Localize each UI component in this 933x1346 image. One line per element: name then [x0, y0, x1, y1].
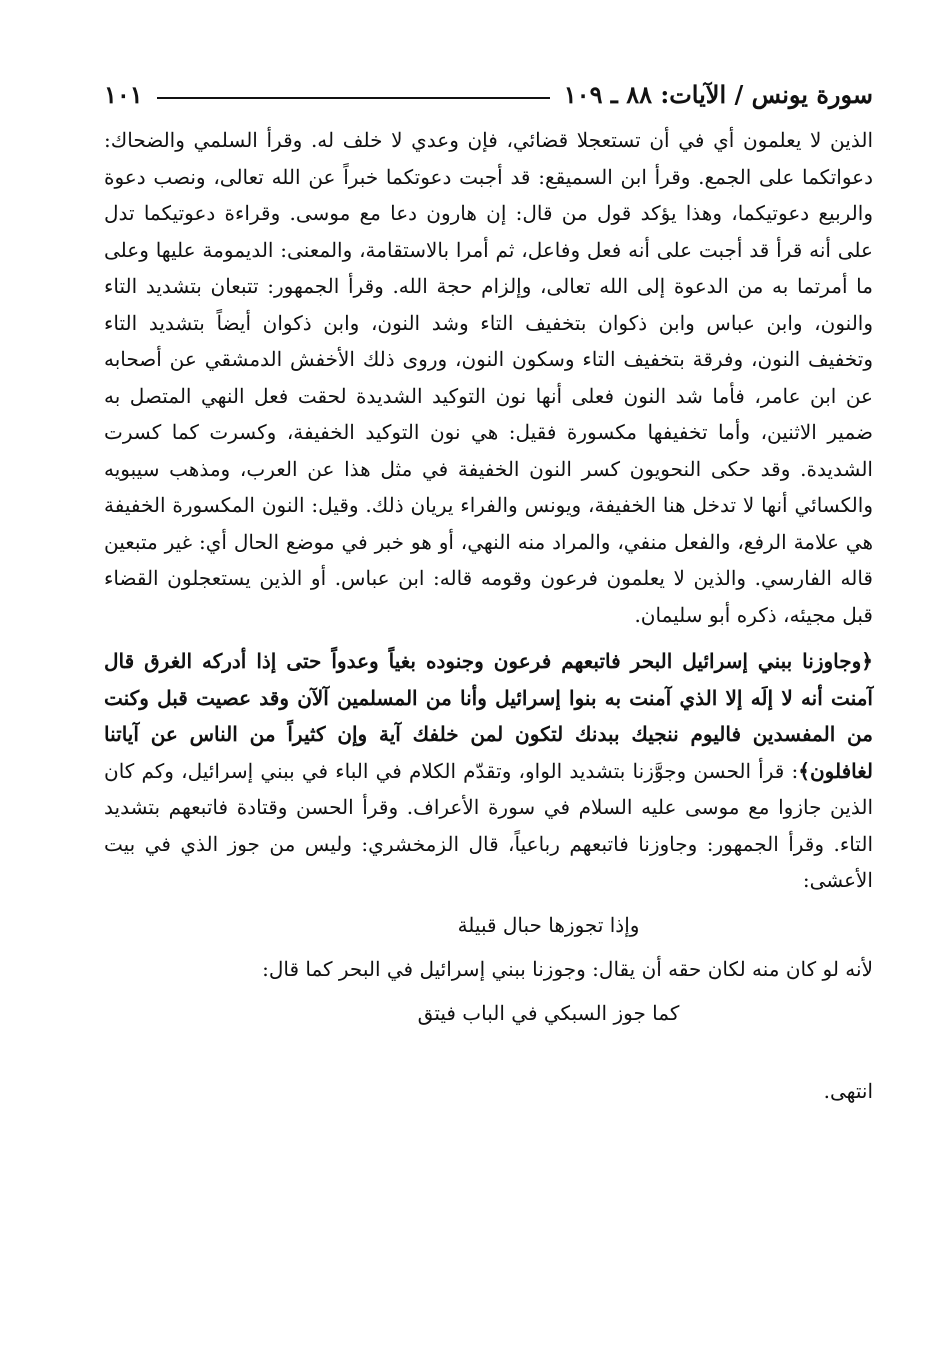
- quran-verse: ﴿وجاوزنا ببني إسرائيل البحر فاتبعهم فرعون وجنوده بغياً وعدواً حتى إذا أدركه الغرق قال آمنت أنه لا إلَه إلا الذي آمنت به بنوا إسرائيل وأنا من المسلمين آلآن وقد عصيت قبل وكنت من المفسدين فاليوم ننجيك ببدنك لتكون لمن خلفك آية وإن كثيراً من الناس عن آياتنا لغافلون﴾: [104, 649, 873, 783]
- commentary-paragraph: الذين لا يعلمون أي في أن تستعجلا قضائي، فإن وعدي لا خلف له. وقرأ السلمي والضحاك: دعواتكما على الجمع. وقرأ ابن السميقع: قد أجبت دعوتكما خبراً عن الله تعالى، ونصب دعوة والربيع دعوتيكما، وهذا يؤكد قول من قال: إن هارون دعا مع موسى. وقراءة دعوتيكما تدل على أنه قرأ قد أجبت على أنه فعل وفاعل، ثم أمرا بالاستقامة، والمعنى: الديمومة عليها وعلى ما أمرتما به من الدعوة إلى الله تعالى، وإلزام حجة الله. وقرأ الجمهور: تتبعان بتشديد التاء والنون، وابن عباس وابن ذكوان بتخفيف التاء وشد النون، وابن ذكوان أيضاً بتشديد التاء وتخفيف النون، وفرقة بتخفيف التاء وسكون النون، وروى ذلك الأخفش الدمشقي عن أصحابه عن ابن عامر، فأما شد النون فعلى أنها نون التوكيد الشديدة لحقت فعل النهي المتصل به ضمير الاثنين، وأما تخفيفها مكسورة فقيل: هي نون التوكيد الخفيفة، وكسرت كما كسرت الشديدة. وقد حكى النحويون كسر النون الخفيفة في مثل هذا عن العرب، ومذهب سيبويه والكسائي أنها لا تدخل هنا الخفيفة، ويونس والفراء يريان ذلك. وقيل: النون المكسورة الخفيفة هي علامة الرفع، والفعل منفي، والمراد منه النهي، أو هو خبر في موضع الحال أي: غير متبعين قاله الفارسي. والذين لا يعلمون فرعون وقومه قاله: ابن عباس. أو الذين يستعجلون القضاء قبل مجيئه، ذكره أبو سليمان.: [104, 128, 873, 627]
- page-number: ١٠١: [104, 79, 143, 109]
- poem-line: وإذا تجوزها حبال قبيلة: [457, 912, 640, 937]
- running-header-title: سورة يونس / الآيات: ٨٨ ـ ١٠٩: [563, 79, 873, 109]
- header-rule: [157, 97, 550, 99]
- commentary-paragraph-2: لأنه لو كان منه لكان حقه أن يقال: وجوزنا ببني إسرائيل في البحر كما قال:: [262, 956, 873, 981]
- verse-commentary: : قرأ الحسن وجوَّزنا بتشديد الواو، وتقدّم الكلام في الباء في ببني إسرائيل، وكم كان الذين جازوا مع موسى عليه السلام في سورة الأعراف. وقرأ الحسن وقتادة فاتبعهم بتشديد التاء. وقرأ الجمهور: وجاوزنا فاتبعهم رباعياً، قال الزمخشري: وليس من جوز الذي في بيت الأعشى:: [104, 758, 873, 892]
- book-page: [104, 72, 873, 1306]
- closing-text: انتهى.: [823, 1079, 873, 1103]
- verse-paragraph: [104, 643, 873, 899]
- running-header: [104, 72, 873, 116]
- poem-line-2: كما جوز السبكي في الباب فيتق: [417, 1001, 680, 1025]
